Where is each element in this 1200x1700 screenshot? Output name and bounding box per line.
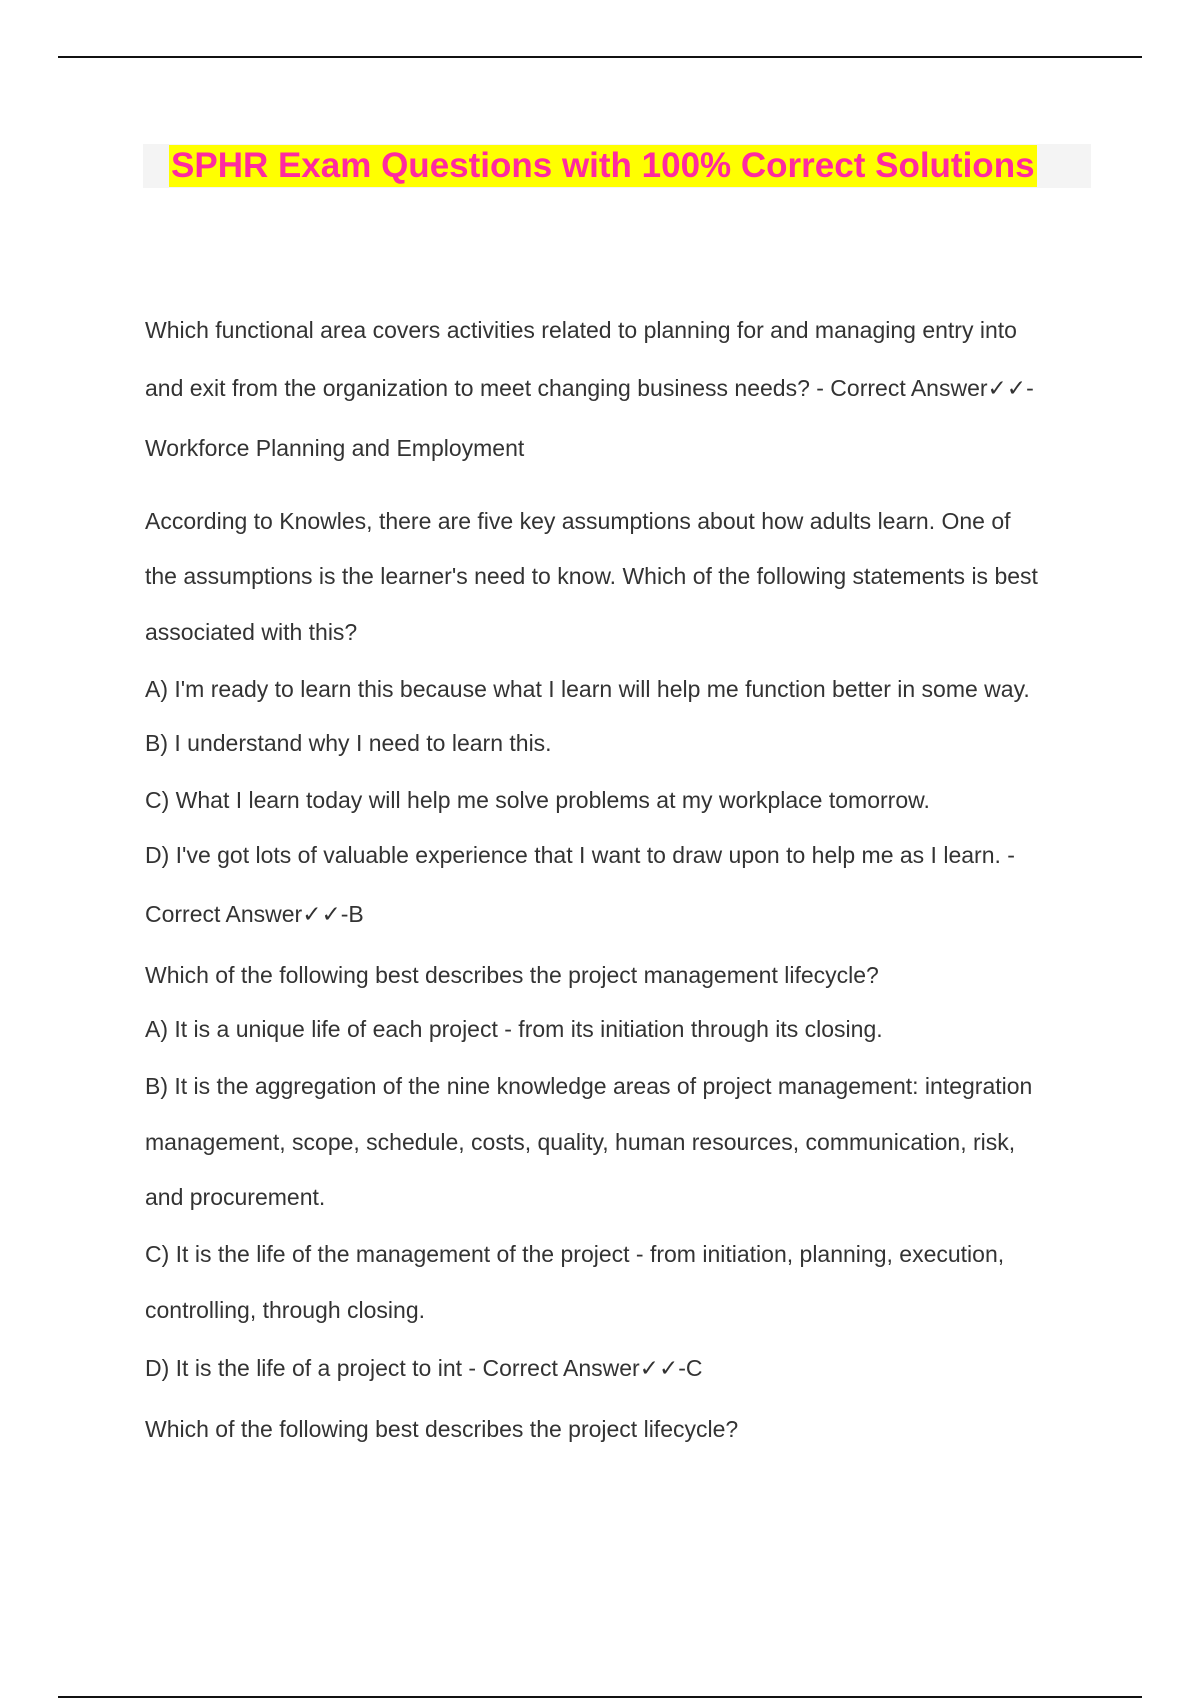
text-line: B) I understand why I need to learn this. [145, 730, 552, 756]
document-title: SPHR Exam Questions with 100% Correct Solutions [171, 146, 1035, 185]
text-line: management, scope, schedule, costs, quality, human resources, communication, risk, [145, 1129, 1016, 1155]
text-line: associated with this? [145, 619, 358, 645]
text-line: Correct Answer✓✓-B [145, 901, 364, 927]
text-line: C) What I learn today will help me solve problems at my workplace tomorrow. [145, 787, 930, 813]
bottom-rule [58, 1696, 1142, 1698]
text-line: D) I've got lots of valuable experience that I want to draw upon to help me as I learn. - [145, 842, 1015, 868]
text-line: controlling, through closing. [145, 1297, 425, 1323]
text-line: B) It is the aggregation of the nine knowledge areas of project management: integration [145, 1073, 1033, 1099]
text-line: Which functional area covers activities related to planning for and managing entry into [145, 317, 1017, 343]
top-rule [58, 56, 1142, 58]
text-line: A) It is a unique life of each project - from its initiation through its closing. [145, 1016, 883, 1042]
text-line: Which of the following best describes the project lifecycle? [145, 1416, 739, 1442]
text-line: D) It is the life of a project to int - Correct Answer✓✓-C [145, 1355, 703, 1381]
text-line: A) I'm ready to learn this because what I learn will help me function better in some way. [145, 676, 1030, 702]
text-line: According to Knowles, there are five key assumptions about how adults learn. One of [145, 508, 1011, 534]
text-line: and procurement. [145, 1184, 326, 1210]
text-line: C) It is the life of the management of the project - from initiation, planning, execution, [145, 1241, 1005, 1267]
text-line: the assumptions is the learner's need to know. Which of the following statements is best [145, 563, 1038, 589]
text-line: Workforce Planning and Employment [145, 435, 525, 461]
text-line: and exit from the organization to meet changing business needs? - Correct Answer✓✓- [145, 375, 1034, 401]
text-line: Which of the following best describes the project management lifecycle? [145, 962, 879, 988]
